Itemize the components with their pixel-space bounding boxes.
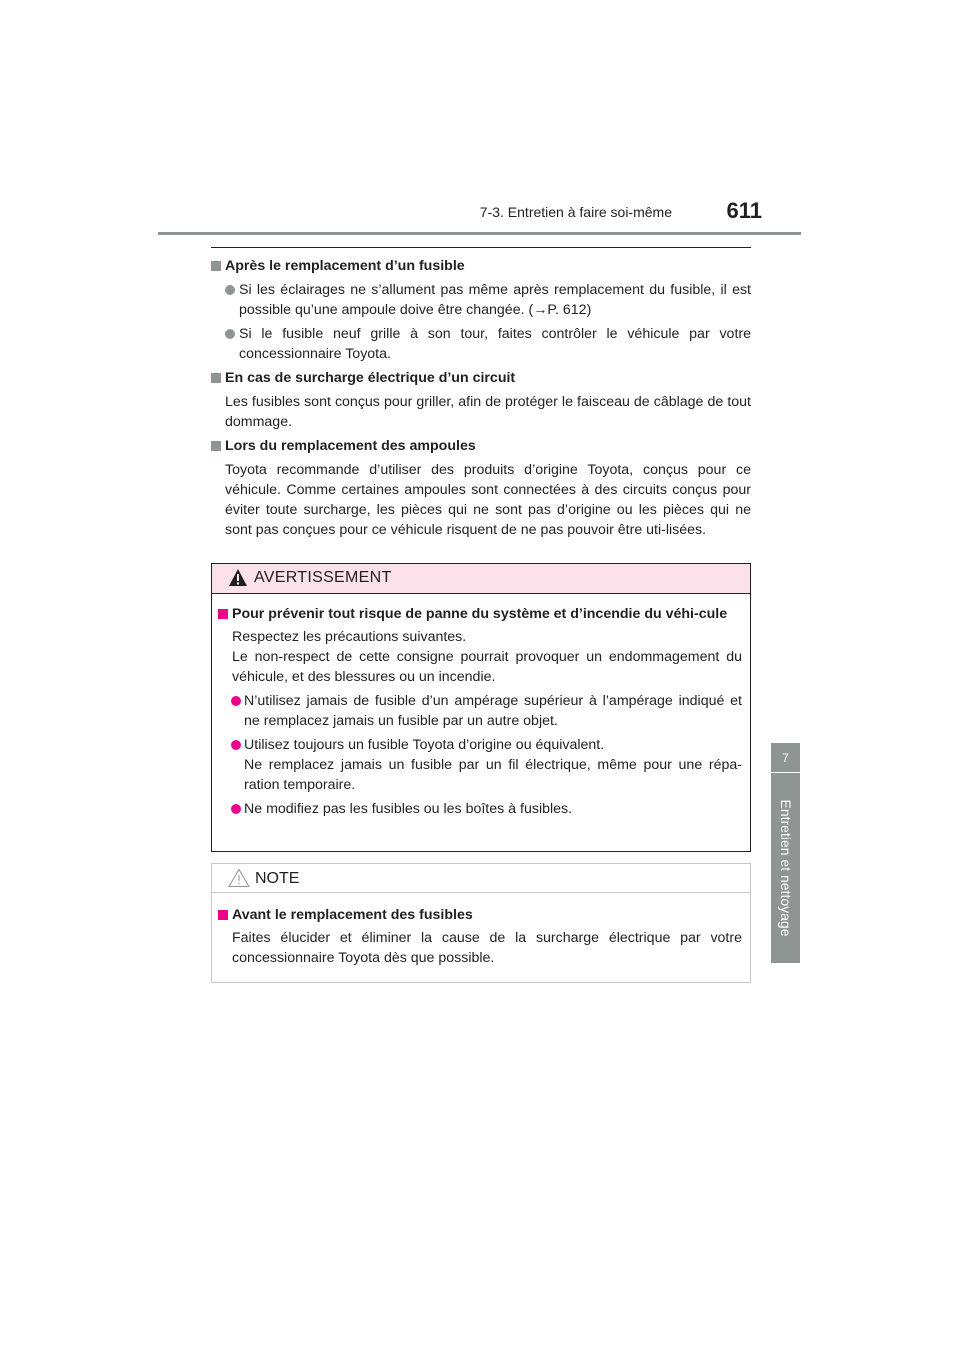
round-bullet-icon <box>231 696 241 706</box>
note-paragraph: Faites élucider et éliminer la cause de la surcharge électrique par votre concessionnaire Toyota dès que possible. <box>232 930 742 966</box>
square-bullet-icon <box>218 609 228 619</box>
warning-list-item <box>212 735 750 795</box>
warning-heading <box>212 604 750 624</box>
chapter-tab-number: 7 <box>771 743 800 772</box>
running-header-section: 7-3. Entretien à faire soi-même <box>479 204 672 220</box>
page-number: 611 <box>726 198 762 223</box>
warning-triangle-icon <box>228 568 248 588</box>
chapter-tab-title <box>771 773 800 963</box>
paragraph: Les fusibles sont conçus pour griller, afin de protéger le faisceau de câblage de tout dommage. <box>225 394 751 430</box>
note-box <box>211 863 751 983</box>
list-item-text: Si les éclairages ne s’allument pas même après remplacement du fusible, il est possible qu’une ampoule doive être changée. (→P. 612) <box>239 282 751 318</box>
warning-list-item-text: Utilisez toujours un fusible Toyota d’origine ou équivalent. <box>244 737 605 753</box>
round-bullet-icon <box>231 804 241 814</box>
note-header <box>212 864 750 893</box>
section-heading-text: En cas de surcharge électrique d’un circuit <box>225 370 516 386</box>
warning-paragraph: Le non-respect de cette consigne pourrait provoquer un endommagement du véhicule, et des blessures ou un incendie. <box>232 649 742 685</box>
chapter-tab-label: Entretien et nettoyage <box>777 799 794 937</box>
round-bullet-icon <box>225 329 235 339</box>
warning-list-item <box>212 799 750 819</box>
list-item-text: Si le fusible neuf grille à son tour, faites contrôler le véhicule par votre concessionnaire Toyota. <box>239 326 751 362</box>
warning-heading-text: Pour prévenir tout risque de panne du système et d’incendie du véhi-cule <box>232 606 728 622</box>
section-heading <box>211 256 751 276</box>
list-item <box>211 324 751 364</box>
square-bullet-icon <box>211 373 221 383</box>
square-bullet-icon <box>218 910 228 920</box>
square-bullet-icon <box>211 441 221 451</box>
warning-list-item <box>212 691 750 731</box>
warning-list-item-text: Ne remplacez jamais un fusible par un fil électrique, même pour une répa-ration temporaire. <box>244 757 742 793</box>
note-body <box>212 905 750 968</box>
main-content <box>211 256 751 544</box>
note-title: NOTE <box>255 870 300 887</box>
note-heading-text: Avant le remplacement des fusibles <box>232 907 473 923</box>
square-bullet-icon <box>211 261 221 271</box>
content-top-rule <box>211 247 751 248</box>
warning-paragraph: Respectez les précautions suivantes. <box>232 629 467 645</box>
warning-header <box>212 564 750 594</box>
warning-list-item-text: Ne modifiez pas les fusibles ou les boîtes à fusibles. <box>244 801 573 817</box>
list-item <box>211 280 751 320</box>
caution-triangle-icon <box>228 868 250 888</box>
warning-body <box>212 604 750 819</box>
section-heading-text: Lors du remplacement des ampoules <box>225 438 476 454</box>
header-rule <box>158 232 801 235</box>
section-heading-text: Après le remplacement d’un fusible <box>225 258 465 274</box>
paragraph: Toyota recommande d’utiliser des produits d’origine Toyota, conçus pour ce véhicule. Comme certaines ampoules sont connectées à des circuits conçus pour éviter toute surcharge, les pièces qui ne sont pas d’origine ou les pièces qui ne sont pas conçues pour ce véhicule risquent de ne pas pouvoir être uti-lisées. <box>225 462 751 538</box>
warning-title: AVERTISSEMENT <box>254 569 392 586</box>
round-bullet-icon <box>225 285 235 295</box>
round-bullet-icon <box>231 740 241 750</box>
note-heading <box>212 905 750 925</box>
warning-list-item-text: N’utilisez jamais de fusible d’un ampérage supérieur à l’ampérage indiqué et ne remplacez jamais un fusible par un autre objet. <box>244 693 742 729</box>
section-heading <box>211 368 751 388</box>
section-heading <box>211 436 751 456</box>
warning-box <box>211 563 751 852</box>
